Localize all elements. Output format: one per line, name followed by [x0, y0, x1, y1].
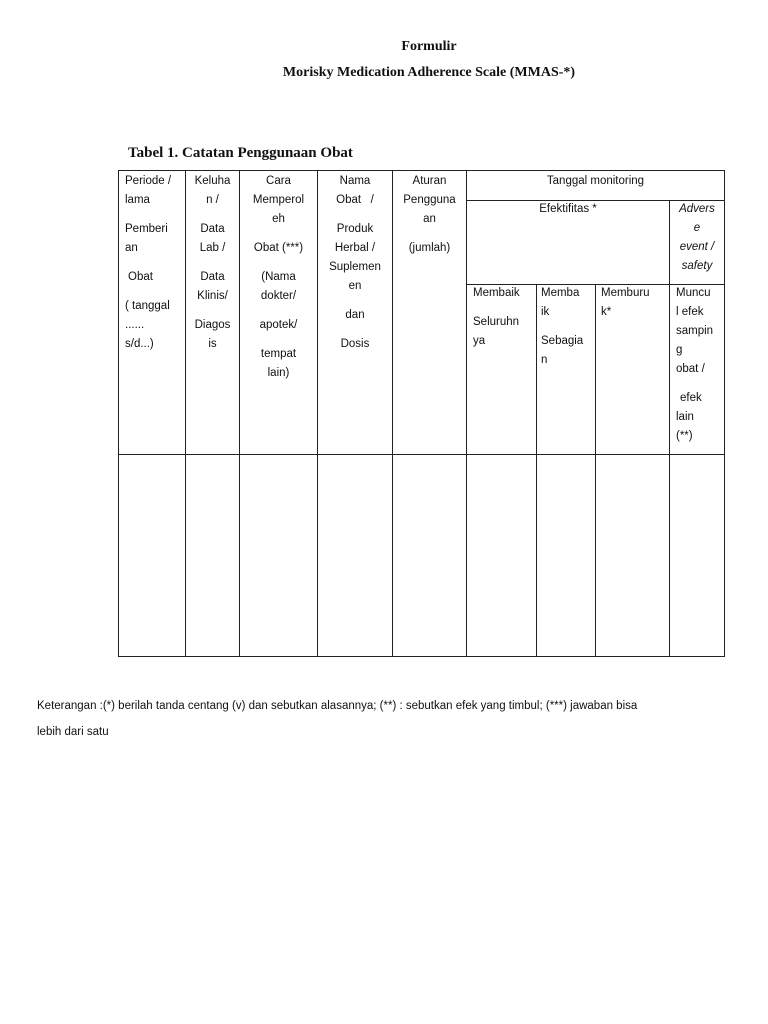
header-text: safety — [681, 260, 713, 272]
header-text: Advers — [679, 203, 715, 215]
header-aturan-penggunaan — [393, 172, 466, 258]
header-text: Obat (***) — [253, 242, 304, 254]
header-text: (**) — [676, 430, 693, 442]
table-caption: Tabel 1. Catatan Penggunaan Obat — [128, 145, 353, 161]
header-text: apotek/ — [259, 319, 298, 331]
header-text: Aturan — [412, 175, 447, 187]
header-text: Keluha — [194, 175, 231, 187]
footnote-line: lebih dari satu — [37, 726, 109, 738]
header-text: Dosis — [340, 338, 370, 350]
header-text: ik — [541, 306, 550, 318]
header-text: Suplemen — [329, 261, 381, 273]
medication-table — [118, 170, 725, 657]
header-text: Sebagia — [541, 335, 584, 347]
header-text: Lab / — [199, 242, 226, 254]
header-text: Efektifitas * — [539, 203, 597, 215]
header-text: lain) — [267, 367, 290, 379]
header-cara-memperoleh — [240, 172, 317, 383]
form-subtitle: Morisky Medication Adherence Scale (MMAS-*) — [282, 65, 576, 80]
header-text: Pemberi — [125, 223, 168, 235]
header-text: lain — [676, 411, 694, 423]
header-text: e — [693, 222, 701, 234]
table-row — [119, 455, 724, 656]
header-text: Herbal / — [334, 242, 376, 254]
header-text: Pengguna — [403, 194, 456, 206]
header-text: Diagos — [194, 319, 231, 331]
header-text: Data — [200, 223, 225, 235]
header-tanggal-monitoring — [467, 172, 724, 191]
header-text: n / — [206, 194, 219, 206]
header-text: eh — [272, 213, 285, 225]
header-text: (Nama — [261, 271, 296, 283]
header-text: Tanggal monitoring — [546, 175, 645, 187]
header-text: Data — [200, 271, 225, 283]
header-text: ...... — [125, 319, 145, 331]
header-text: Nama — [339, 175, 371, 187]
header-text: Cara — [266, 175, 291, 187]
header-text: Membaik — [473, 287, 520, 299]
header-text: k* — [601, 306, 612, 318]
header-text: Klinis/ — [197, 290, 228, 302]
header-text: s/d...) — [125, 338, 154, 350]
header-efektifitas — [467, 200, 669, 219]
header-text: l efek — [676, 306, 704, 318]
header-text: lama — [125, 194, 150, 206]
header-text: en — [348, 280, 362, 292]
header-text: Memperol — [252, 194, 305, 206]
header-text: is — [208, 338, 217, 350]
header-adverse-event — [670, 200, 724, 276]
header-memburuk — [601, 284, 669, 322]
header-keluhan — [186, 172, 239, 354]
footnote — [37, 693, 737, 745]
header-text: an — [125, 242, 138, 254]
header-text: dokter/ — [260, 290, 297, 302]
header-text: an — [423, 213, 436, 225]
header-text: tempat — [260, 348, 297, 360]
header-text: (jumlah) — [408, 242, 451, 254]
header-text: efek — [680, 392, 702, 404]
header-muncul-efek-samping — [676, 284, 724, 446]
header-text: sampin — [676, 325, 714, 337]
header-text: event / — [679, 241, 715, 253]
header-text: Obat — [128, 271, 153, 283]
form-title: Formulir — [401, 39, 457, 54]
header-membaik-seluruhnya — [473, 284, 535, 351]
header-text: obat / — [676, 363, 705, 375]
header-text: ya — [473, 335, 486, 347]
header-periode-pemberian — [125, 172, 185, 354]
header-text: Produk — [336, 223, 374, 235]
header-text: Periode / — [125, 175, 172, 187]
header-text: Seluruhn — [473, 316, 520, 328]
header-text: dan — [345, 309, 365, 321]
header-nama-obat — [318, 172, 392, 354]
header-text: g — [676, 344, 683, 356]
header-text: ( tanggal — [125, 300, 170, 312]
header-text: Memburu — [601, 287, 650, 299]
header-text: Muncu — [676, 287, 711, 299]
header-text: Obat / — [336, 194, 374, 206]
header-text: n — [541, 354, 548, 366]
header-membaik-sebagian — [541, 284, 595, 370]
header-text: Memba — [541, 287, 580, 299]
footnote-line: Keterangan :(*) berilah tanda centang (v) dan sebutkan alasannya; (**) : sebutkan efek yang timbul; (***) jawaban bisa — [37, 700, 638, 712]
